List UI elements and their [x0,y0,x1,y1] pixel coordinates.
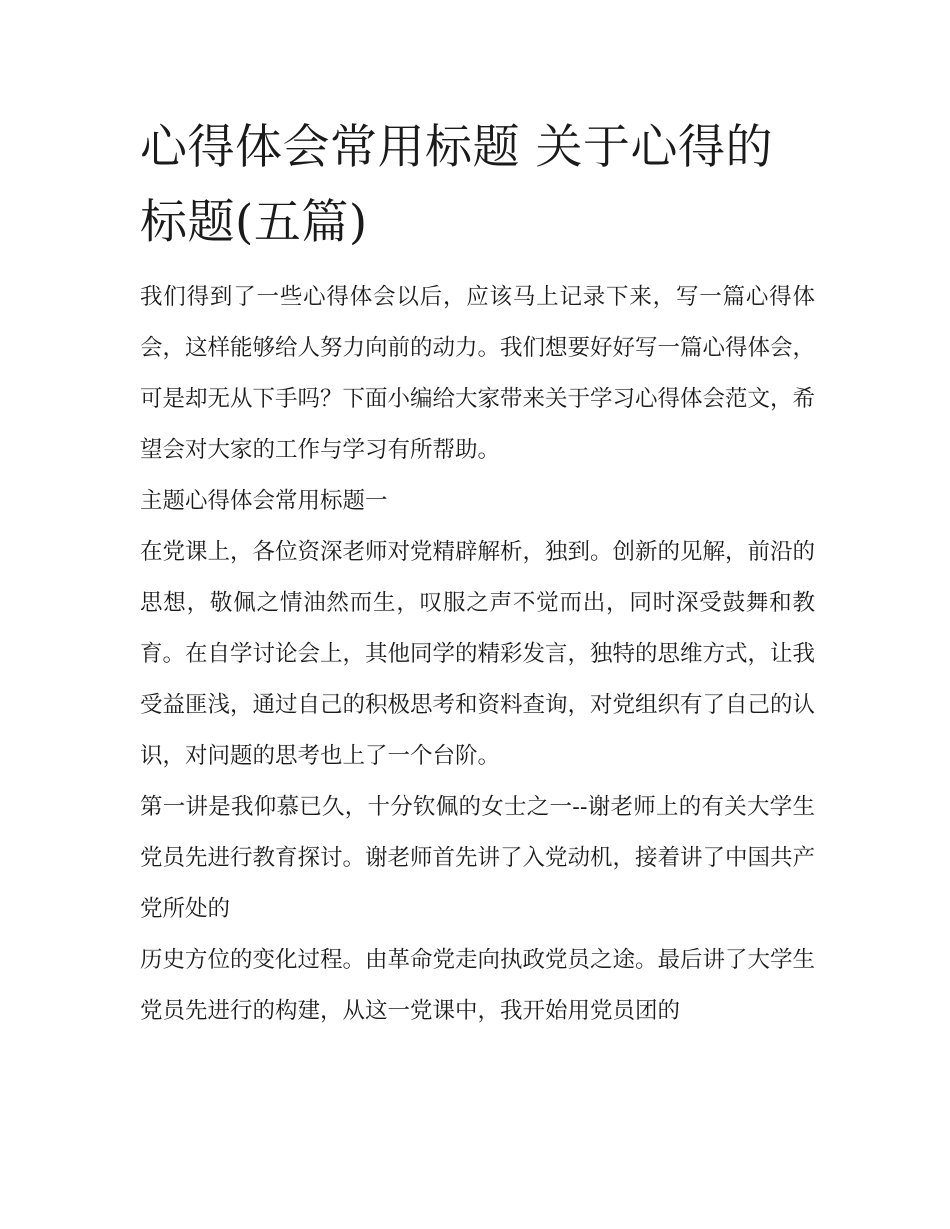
title-line-1: 心得体会常用标题 关于心得的 [140,120,773,175]
body-paragraph-2: 第一讲是我仰慕已久，十分钦佩的女士之一--谢老师上的有关大学生党员先进行教育探讨。谢老师首先讲了入党动机，接着讲了中国共产党所处的 [140,794,816,922]
body-paragraph-3: 历史方位的变化过程。由革命党走向执政党员之途。最后讲了大学生党员先进行的构建，从这一党课中，我开始用党员团的 [140,947,816,1024]
title-line-2: 标题(五篇) [140,195,368,250]
document-title [140,110,815,260]
intro-paragraph: 我们得到了一些心得体会以后，应该马上记录下来，写一篇心得体会，这样能够给人努力向前的动力。我们想要好好写一篇心得体会，可是却无从下手吗？下面小编给大家带来关于学习心得体会范文，希望会对大家的工作与学习有所帮助。 [140,284,816,463]
body-paragraph-1: 在党课上，各位资深老师对党精辟解析，独到。创新的见解，前沿的思想，敬佩之情油然而生，叹服之声不觉而出，同时深受鼓舞和教育。在自学讨论会上，其他同学的精彩发言，独特的思维方式，让我受益匪浅，通过自己的积极思考和资料查询，对党组织有了自己的认识，对问题的思考也上了一个台阶。 [140,539,816,769]
section-heading: 主题心得体会常用标题一 [140,488,388,514]
document-body [140,110,815,1037]
